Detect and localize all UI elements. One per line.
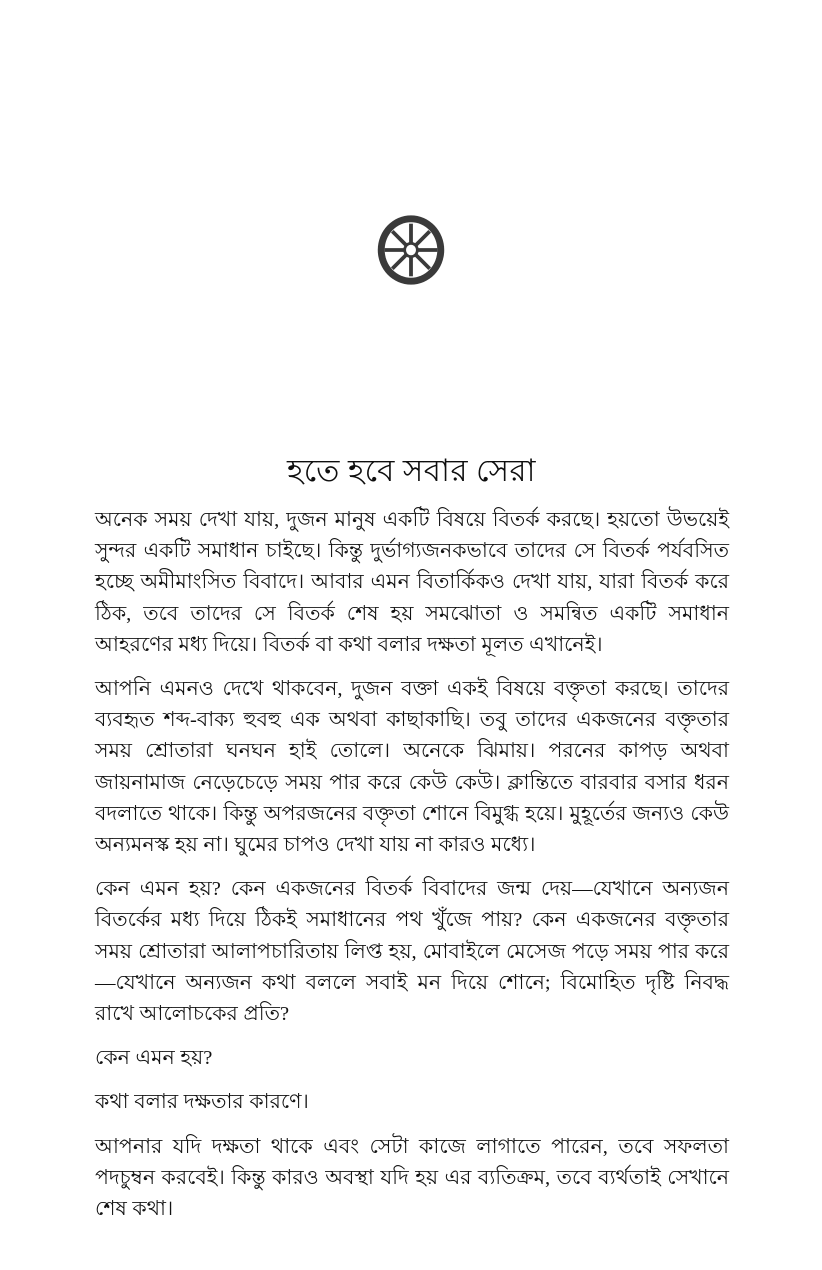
wheel-rosette-ornament (376, 214, 446, 286)
paragraph: আপনার যদি দক্ষতা থাকে এবং সেটা কাজে লাগাতে পারেন, তবে সফলতা পদচুম্বন করবেই। কিন্তু কারও অবস্থা যদি হয় এর ব্যতিক্রম, তবে ব্যর্থতাই সেখানে শেষ কথা। (95, 1135, 729, 1221)
paragraph: কেন এমন হয়? কেন একজনের বিতর্ক বিবাদের জন্ম দেয়—যেখানে অন্যজন বিতর্কের মধ্য দিয়ে ঠিকই সমাধানের পথ খুঁজে পায়? কেন একজনের বক্তৃতার সময় শ্রোতারা আলাপচারিতায় লিপ্ত হয়, মোবাইলে মেসেজ পড়ে সময় পার করে—যেখানে অন্যজন কথা বললে সবাই মন দিয়ে শোনে; বিমোহিত দৃষ্টি নিবদ্ধ রাখে আলোচকের প্রতি? (95, 878, 729, 1026)
paragraph: কথা বলার দক্ষতার কারণে। (95, 1091, 309, 1114)
chapter-title: হতে হবে সবার সেরা (287, 452, 536, 488)
ornament-container (0, 214, 822, 286)
paragraph: আপনি এমনও দেখে থাকবেন, দুজন বক্তা একই বিষয়ে বক্তৃতা করছে। তাদের ব্যবহৃত শব্দ-বাক্য হুবহু এক অথবা কাছাকাছি। তবু তাদের একজনের বক্তৃতার সময় শ্রোতারা ঘনঘন হাই তোলে। অনেকে ঝিমায়। পরনের কাপড় অথবা জায়নামাজ নেড়েচেড়ে সময় পার করে কেউ কেউ। ক্লান্তিতে বারবার বসার ধরন বদলাতে থাকে। কিন্তু অপরজনের বক্তৃতা শোনে বিমুগ্ধ হয়ে। মুহূর্তের জন্যও কেউ অন্যমনস্ক হয় না। ঘুমের চাপও দেখা যায় না কারও মধ্যে। (95, 678, 729, 857)
body-copy (95, 505, 729, 1225)
paragraph: কেন এমন হয়? (95, 1047, 213, 1070)
paragraph: অনেক সময় দেখা যায়, দুজন মানুষ একটি বিষয়ে বিতর্ক করছে। হয়তো উভয়েই সুন্দর একটি সমাধান চাইছে। কিন্তু দুর্ভাগ্যজনকভাবে তাদের সে বিতর্ক পর্যবসিত হচ্ছে অমীমাংসিত বিবাদে। আবার এমন বিতার্কিকও দেখা যায়, যারা বিতর্ক করে ঠিক, তবে তাদের সে বিতর্ক শেষ হয় সমঝোতা ও সমন্বিত একটি সমাধান আহরণের মধ্য দিয়ে। বিতর্ক বা কথা বলার দক্ষতা মূলত এখানেই। (95, 509, 729, 656)
